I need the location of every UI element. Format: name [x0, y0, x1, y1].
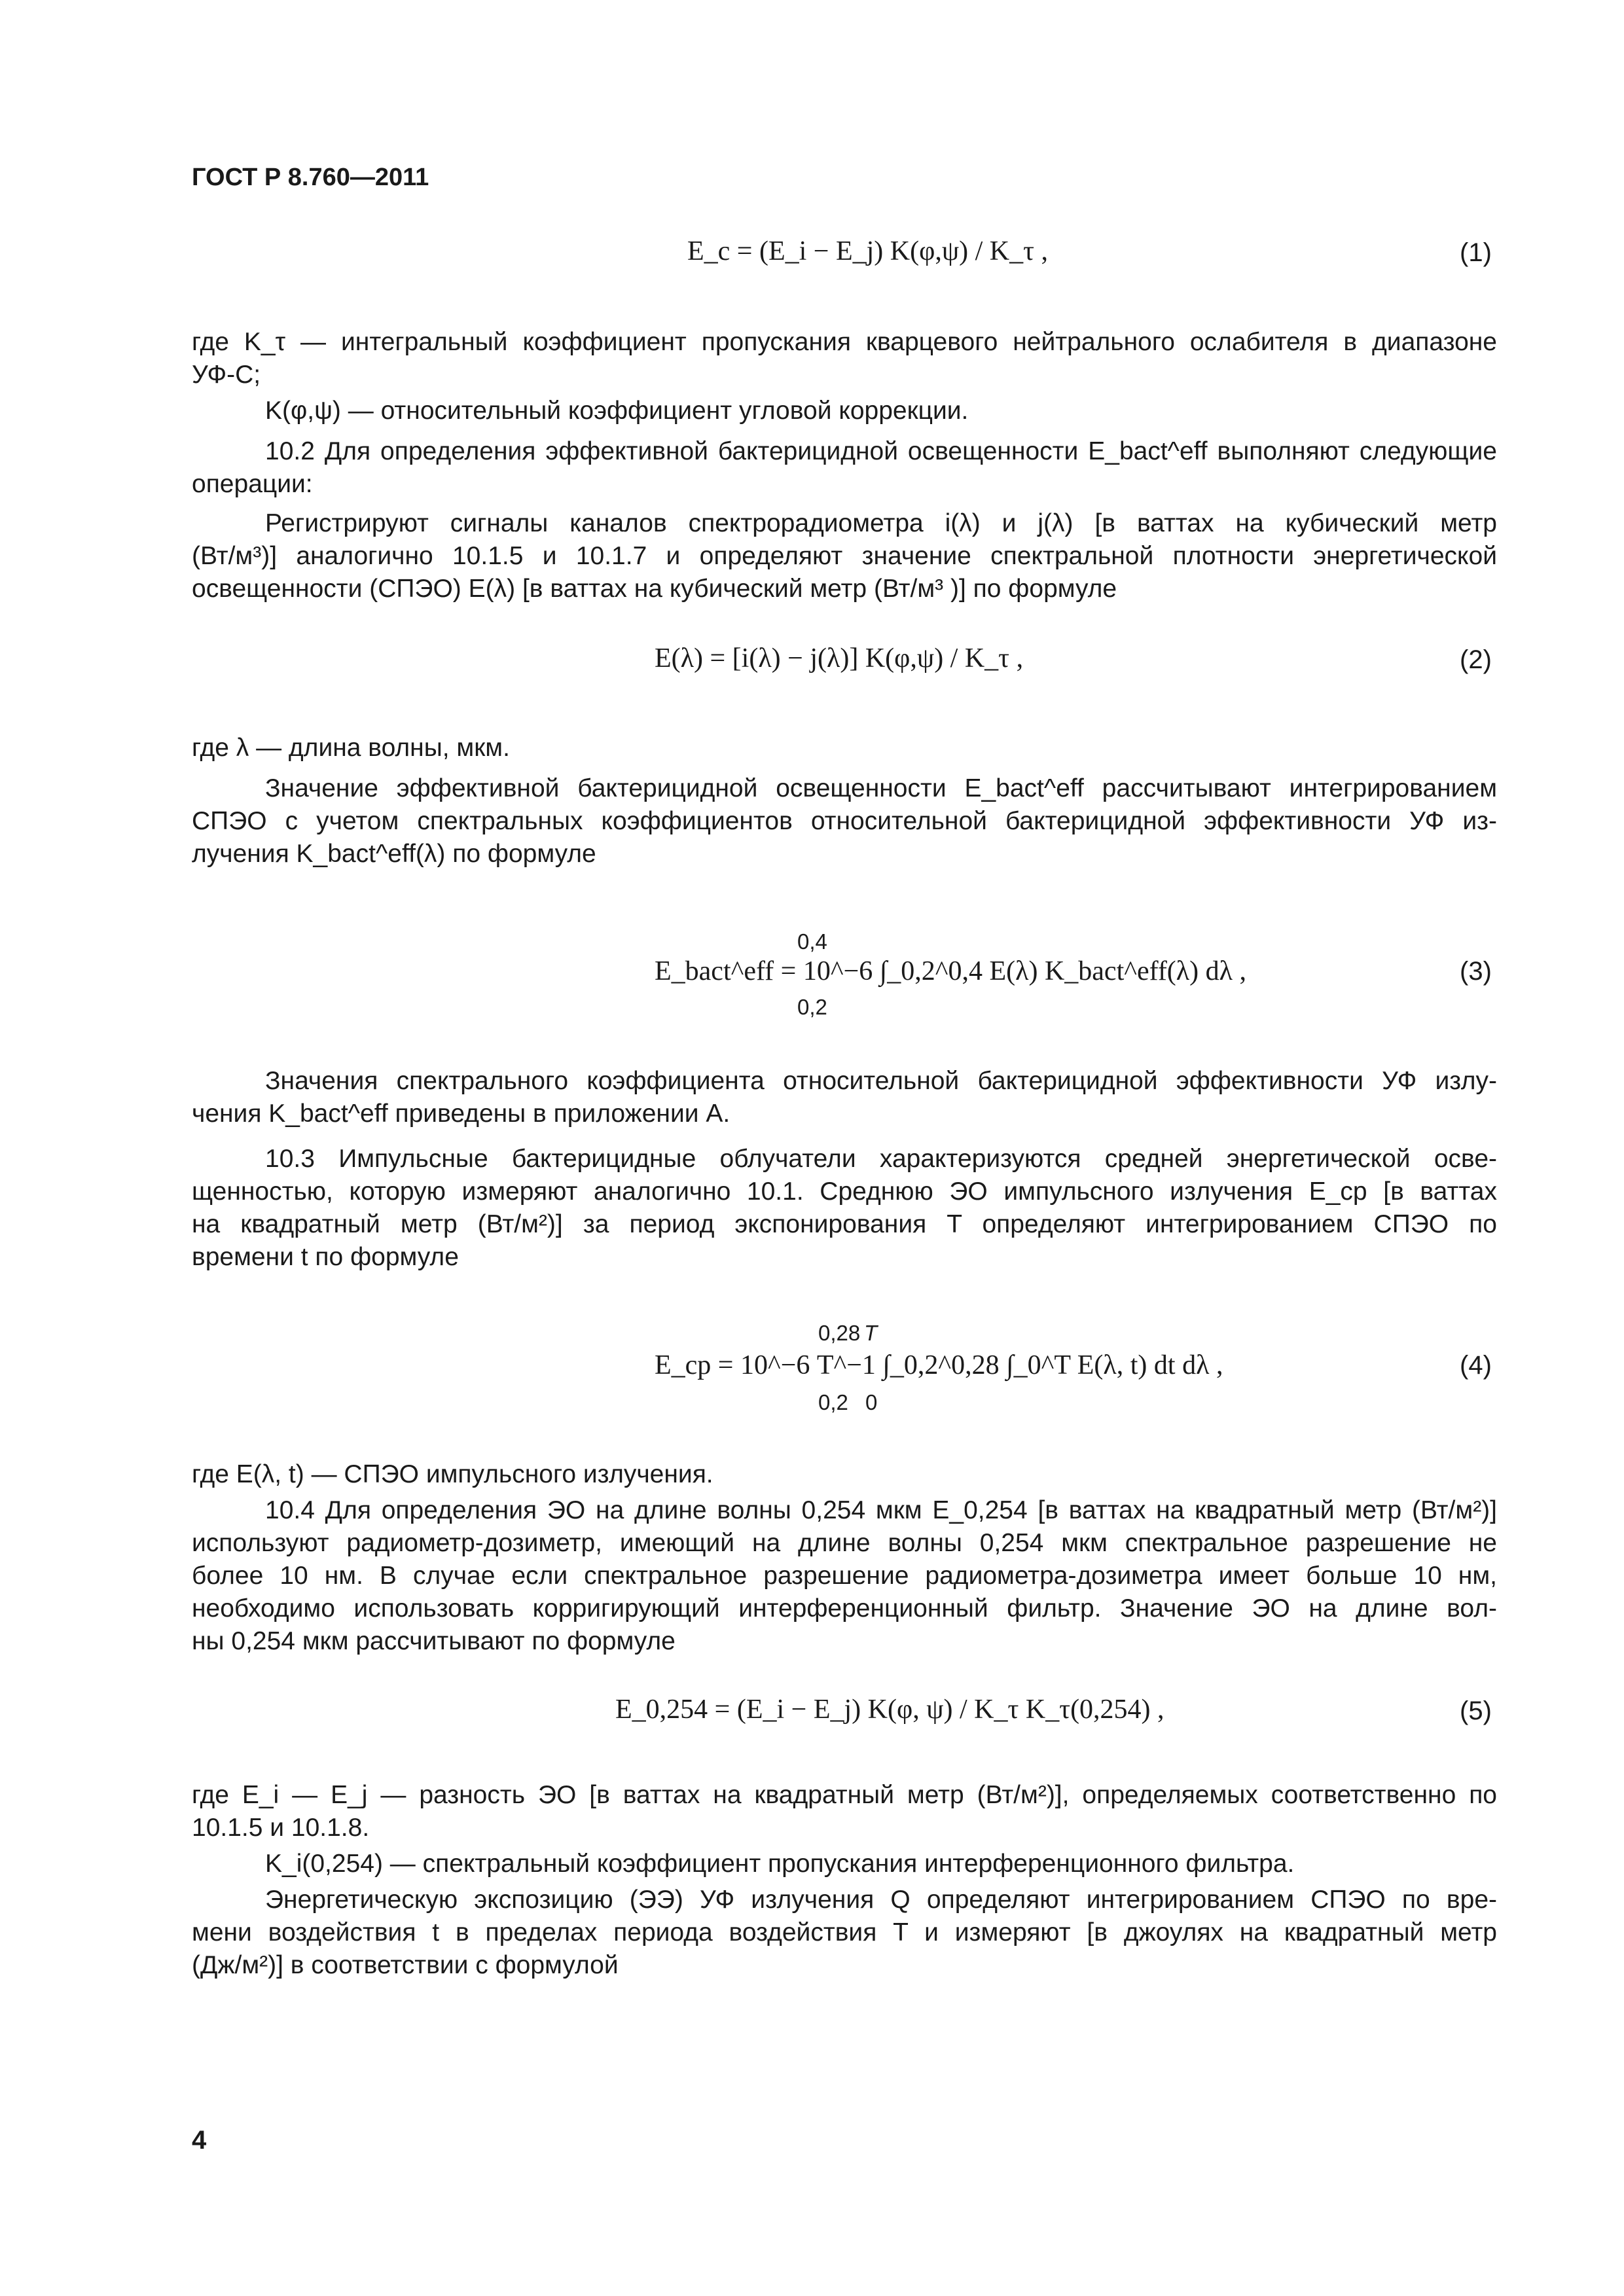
paragraph-7-line-2: чения K_bact^eff приведены в приложении А. [192, 1100, 731, 1128]
formula-5-number: (5) [1460, 1696, 1492, 1725]
paragraph-11 [192, 1779, 1497, 1844]
paragraph-11-line-1: где E_i — E_j — разность ЭО [в ваттах на квадратный метр (Вт/м²)], определяемых соответственно по [192, 1781, 1497, 1809]
paragraph-4 [192, 507, 1497, 605]
paragraph-4-line-3: освещенности (СПЭО) E(λ) [в ваттах на кубический метр (Вт/м³ )] по формуле [192, 575, 1117, 603]
paragraph-10-line-5: ны 0,254 мкм рассчитывают по формуле [192, 1627, 676, 1655]
paragraph-2-line-1: K(φ,ψ) — относительный коэффициент угловой коррекции. [265, 397, 969, 425]
paragraph-6-line-3: лучения K_bact^eff(λ) по формуле [192, 840, 596, 868]
paragraph-10-line-4: необходимо использовать корригирующий интерференционный фильтр. Значение ЭО на длине вол- [192, 1594, 1497, 1623]
paragraph-8-line-2: щенностью, которую измеряют аналогично 10.1. Среднюю ЭО импульсного излучения E_ср [в ваттах [192, 1177, 1497, 1206]
paragraph-6 [192, 772, 1497, 870]
formula-4-number: (4) [1460, 1351, 1492, 1380]
formula-3-lower-limit: 0,2 [797, 995, 827, 1019]
paragraph-10 [192, 1494, 1497, 1658]
paragraph-9 [192, 1458, 1497, 1491]
formula-4-lower-limit-1: 0,2 [818, 1390, 848, 1414]
paragraph-6-line-2: СПЭО с учетом спектральных коэффициентов относительной бактерицидной эффективности УФ из- [192, 807, 1497, 835]
paragraph-8-line-1: 10.3 Импульсные бактерицидные облучатели характеризуются средней энергетической осве- [265, 1145, 1497, 1173]
paragraph-7-line-1: Значения спектрального коэффициента относительной бактерицидной эффективности УФ излу- [265, 1067, 1497, 1095]
formula-4: E_ср = 10^−6 T^−1 ∫_0,2^0,28 ∫_0^T E(λ, t) dt dλ , [655, 1350, 1223, 1380]
paragraph-4-line-1: Регистрируют сигналы каналов спектрорадиометра i(λ) и j(λ) [в ваттах на кубический метр [265, 509, 1497, 537]
paragraph-8-line-3: на квадратный метр (Вт/м²)] за период экспонирования T определяют интегрированием СПЭО по [192, 1210, 1497, 1238]
formula-2-number: (2) [1460, 645, 1492, 674]
paragraph-7 [192, 1065, 1497, 1130]
document-header: ГОСТ Р 8.760—2011 [192, 164, 429, 191]
paragraph-12-line-1: K_i(0,254) — спектральный коэффициент пропускания интерференционного фильтра. [265, 1850, 1295, 1878]
paragraph-10-line-2: используют радиометр-дозиметр, имеющий на длине волны 0,254 мкм спектральное разрешение не [192, 1529, 1497, 1557]
paragraph-1-line-2: УФ-С; [192, 361, 261, 389]
paragraph-6-line-1: Значение эффективной бактерицидной освещенности E_bact^eff рассчитывают интегрированием [265, 774, 1497, 802]
formula-3: E_bact^eff = 10^−6 ∫_0,2^0,4 E(λ) K_bact^eff(λ) dλ , [655, 956, 1247, 986]
paragraph-9-line-1: где E(λ, t) — СПЭО импульсного излучения. [192, 1460, 713, 1488]
paragraph-8 [192, 1143, 1497, 1274]
formula-3-upper-limit: 0,4 [797, 929, 827, 954]
paragraph-3-line-2: операции: [192, 470, 313, 498]
paragraph-12 [265, 1848, 1497, 1880]
paragraph-10-line-3: более 10 нм. В случае если спектральное разрешение радиометра-дозиметра имеет больше 10 нм, [192, 1562, 1497, 1590]
formula-2: E(λ) = [i(λ) − j(λ)] K(φ,ψ) / K_τ , [655, 643, 1024, 673]
paragraph-13-line-3: (Дж/м²)] в соответствии с формулой [192, 1951, 619, 1979]
paragraph-5-line-1: где λ — длина волны, мкм. [192, 734, 510, 762]
paragraph-11-line-2: 10.1.5 и 10.1.8. [192, 1814, 370, 1842]
paragraph-13 [192, 1884, 1497, 1982]
formula-5: E_0,254 = (E_i − E_j) K(φ, ψ) / K_τ K_τ(0,254) , [615, 1695, 1164, 1725]
page-number: 4 [192, 2126, 207, 2155]
paragraph-5 [192, 732, 1497, 764]
formula-4-upper-limit-2: T [864, 1321, 878, 1345]
formula-1: E_c = (E_i − E_j) K(φ,ψ) / K_τ , [687, 236, 1049, 266]
formula-1-number: (1) [1460, 238, 1492, 267]
paragraph-1-line-1: где K_τ — интегральный коэффициент пропускания кварцевого нейтрального ослабителя в диапазоне [192, 328, 1497, 356]
paragraph-4-line-2: (Вт/м³)] аналогично 10.1.5 и 10.1.7 и определяют значение спектральной плотности энергетической [192, 542, 1497, 570]
paragraph-10-line-1: 10.4 Для определения ЭО на длине волны 0,254 мкм E_0,254 [в ваттах на квадратный метр (Вт/м²)] [265, 1496, 1497, 1524]
paragraph-3-line-1: 10.2 Для определения эффективной бактерицидной освещенности E_bact^eff выполняют следующие [265, 437, 1497, 465]
formula-4-upper-limit-1: 0,28 [818, 1321, 861, 1345]
formula-3-number: (3) [1460, 957, 1492, 986]
paragraph-13-line-1: Энергетическую экспозицию (ЭЭ) УФ излучения Q определяют интегрированием СПЭО по вре- [265, 1886, 1497, 1914]
paragraph-13-line-2: мени воздействия t в пределах периода воздействия T и измеряют [в джоулях на квадратный метр [192, 1918, 1497, 1946]
paragraph-1 [192, 326, 1497, 391]
formula-4-lower-limit-2: 0 [865, 1390, 878, 1414]
paragraph-3 [192, 435, 1497, 501]
paragraph-8-line-4: времени t по формуле [192, 1243, 459, 1271]
paragraph-2 [265, 395, 1497, 427]
